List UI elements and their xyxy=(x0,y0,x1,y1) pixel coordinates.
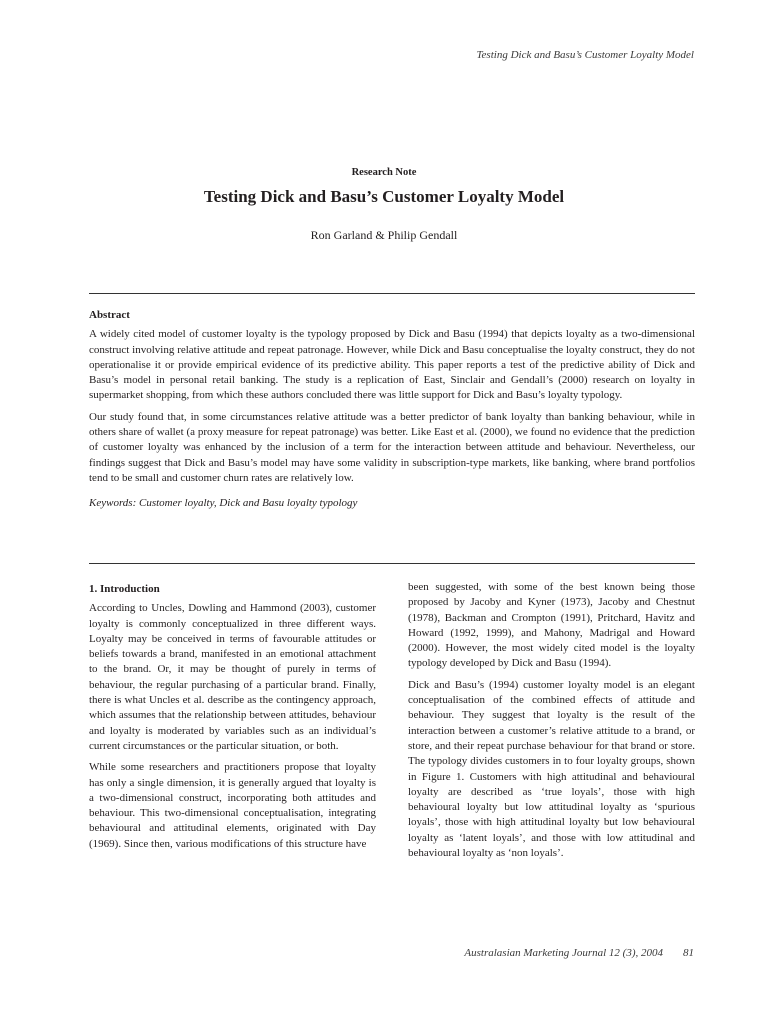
body-paragraph: According to Uncles, Dowling and Hammond (2003), customer loyalty is commonly conceptualized in three different ways. Loyalty may be conceived in terms of favourable attitudes or beliefs towards a brand, manifested in an emotional attachment to the brand. Or, it may be thought of purely in terms of behaviour, the regular purchasing of a particular brand. Finally, there is what Uncles et al. describe as the contingency approach, which assumes that the relationship between attitudes, behaviour and loyalty is moderated by variables such as an individual’s current circumstances or the particular situation, or both. xyxy=(89,602,376,752)
body-paragraph: been suggested, with some of the best known being those proposed by Jacoby and Kyner (1973), Jacoby and Chestnut (1978), Backman and Crompton (1991), Pritchard, Havitz and Howard (1992, 1999), and Mahony, Madrigal and Howard (2000). However, the most widely cited model is the loyalty typology developed by Dick and Basu (1994). xyxy=(408,581,695,670)
research-note-label: Research Note xyxy=(351,167,417,178)
running-head: Testing Dick and Basu’s Customer Loyalty Model xyxy=(476,49,694,61)
authors: Ron Garland & Philip Gendall xyxy=(310,228,458,242)
footer xyxy=(464,947,694,959)
page-number: 81 xyxy=(683,947,694,959)
abstract xyxy=(89,308,695,518)
top-divider xyxy=(89,293,695,294)
abstract-paragraph: A widely cited model of customer loyalty is the typology proposed by Dick and Basu (1994) that depicts loyalty as a two-dimensional construct involving relative attitude and repeat patronage. However, while Dick and Basu conceptualise the loyalty construct, they do not operationalise it or provide empirical evidence of its predictive ability. This paper reports a test of the predictive ability of Dick and Basu’s model in personal retail banking. The study is a replication of East, Sinclair and Gendall’s (2000) research on loyalty in supermarket shopping, from which these authors concluded there was little support for Dick and Basu’s loyalty typology. xyxy=(89,328,695,402)
abstract-heading: Abstract xyxy=(89,309,130,321)
body-paragraph: Dick and Basu’s (1994) customer loyalty model is an elegant conceptualisation of the combined effects of attitude and behaviour. They suggest that loyalty is the result of the interaction between a customer’s relative attitude to a brand, or store, and their repeat purchase behaviour for that brand or store. The typology divides customers in to four loyalty groups, shown in Figure 1. Customers with high attitudinal and behavioural loyalty are described as ‘true loyals’, those with high behavioural loyalty but low attitudinal loyalty as ‘spurious loyals’, those with high attitudinal loyalty but low behavioural loyalty as ‘latent loyals’, and those with low attitudinal and behavioural loyalty as ‘non loyals’. xyxy=(408,678,695,860)
keywords: Keywords: Customer loyalty, Dick and Basu loyalty typology xyxy=(89,497,358,510)
bottom-divider xyxy=(89,563,695,564)
body-paragraph: While some researchers and practitioners propose that loyalty has only a single dimension, it is generally argued that loyalty is a two-dimensional construct, incorporating both attitudes and behaviour. This two-dimensional conceptualisation, integrating behavioural and attitudinal elements, originated with Day (1969). Since then, various modifications of this structure have xyxy=(89,761,376,850)
left-column xyxy=(89,580,376,858)
abstract-paragraph: Our study found that, in some circumstances relative attitude was a better predictor of bank loyalty than banking behaviour, while in others share of wallet (a proxy measure for repeat patronage) was better. Like East et al. (2000), we found no evidence that the prediction of customer loyalty was enhanced by the inclusion of a term for the interaction between attitude and behaviour. Nevertheless, our findings suggest that Dick and Basu’s model may have some validity in subscription-type markets, like banking, where brand portfolios tend to be small and customer churn rates are relatively low. xyxy=(89,410,695,484)
section-heading: 1. Introduction xyxy=(89,583,160,595)
journal-citation: Australasian Marketing Journal 12 (3), 2004 xyxy=(464,947,663,959)
paper-title: Testing Dick and Basu’s Customer Loyalty Model xyxy=(203,187,565,206)
right-column xyxy=(408,580,695,867)
